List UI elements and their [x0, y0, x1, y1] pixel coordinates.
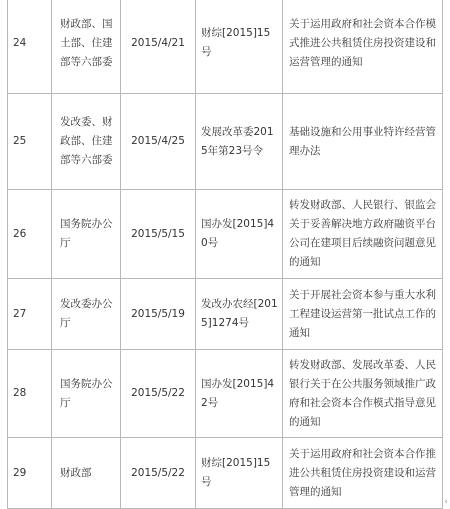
row-number: 29: [8, 438, 52, 509]
document-number: 国办发[2015]42号: [196, 350, 283, 438]
issuing-department: 发改委、财政部、住建部等六部委: [52, 94, 121, 190]
issue-date: 2015/5/22: [121, 438, 196, 509]
issue-date: 2015/5/19: [121, 279, 196, 350]
document-title: 关于运用政府和社会资本合作模式推进公共租赁住房投资建设和运营管理的通知: [283, 0, 443, 94]
document-title: 关于开展社会资本参与重大水利工程建设运营第一批试点工作的通知: [283, 279, 443, 350]
row-number: 26: [8, 190, 52, 279]
row-number: 24: [8, 0, 52, 94]
document-title: 转发财政部、发展改革委、人民银行关于在公共服务领域推广政府和社会资本合作模式指导意见的通知: [283, 350, 443, 438]
document-title: 关于运用政府和社会资本合作推进公共租赁住房投资建设和运营管理的通知: [283, 438, 443, 509]
document-number: 国办发[2015]40号: [196, 190, 283, 279]
issue-date: 2015/4/25: [121, 94, 196, 190]
issuing-department: 财政部: [52, 438, 121, 509]
row-number: 28: [8, 350, 52, 438]
issuing-department: 财政部、国土部、住建部等六部委: [52, 0, 121, 94]
issuing-department: 国务院办公厅: [52, 350, 121, 438]
table-row: [8, 350, 443, 438]
policy-table: [7, 0, 443, 509]
document-number: 财综[2015]15号: [196, 438, 283, 509]
table-row: [8, 438, 443, 509]
row-number: 27: [8, 279, 52, 350]
table-row: [8, 279, 443, 350]
issuing-department: 国务院办公厅: [52, 190, 121, 279]
policy-table-container: [7, 0, 442, 509]
text-cursor-icon: ‹: [444, 497, 448, 507]
table-row: [8, 0, 443, 94]
row-number: 25: [8, 94, 52, 190]
document-number: 财综[2015]15号: [196, 0, 283, 94]
document-title: 转发财政部、人民银行、银监会关于妥善解决地方政府融资平台公司在建项目后续融资问题意见的通知: [283, 190, 443, 279]
issuing-department: 发改委办公厅: [52, 279, 121, 350]
document-number: 发改办农经[2015]1274号: [196, 279, 283, 350]
table-row: [8, 190, 443, 279]
issue-date: 2015/5/15: [121, 190, 196, 279]
document-title: 基础设施和公用事业特许经营管理办法: [283, 94, 443, 190]
document-number: 发展改革委2015年第23号令: [196, 94, 283, 190]
table-row: [8, 94, 443, 190]
issue-date: 2015/5/22: [121, 350, 196, 438]
issue-date: 2015/4/21: [121, 0, 196, 94]
